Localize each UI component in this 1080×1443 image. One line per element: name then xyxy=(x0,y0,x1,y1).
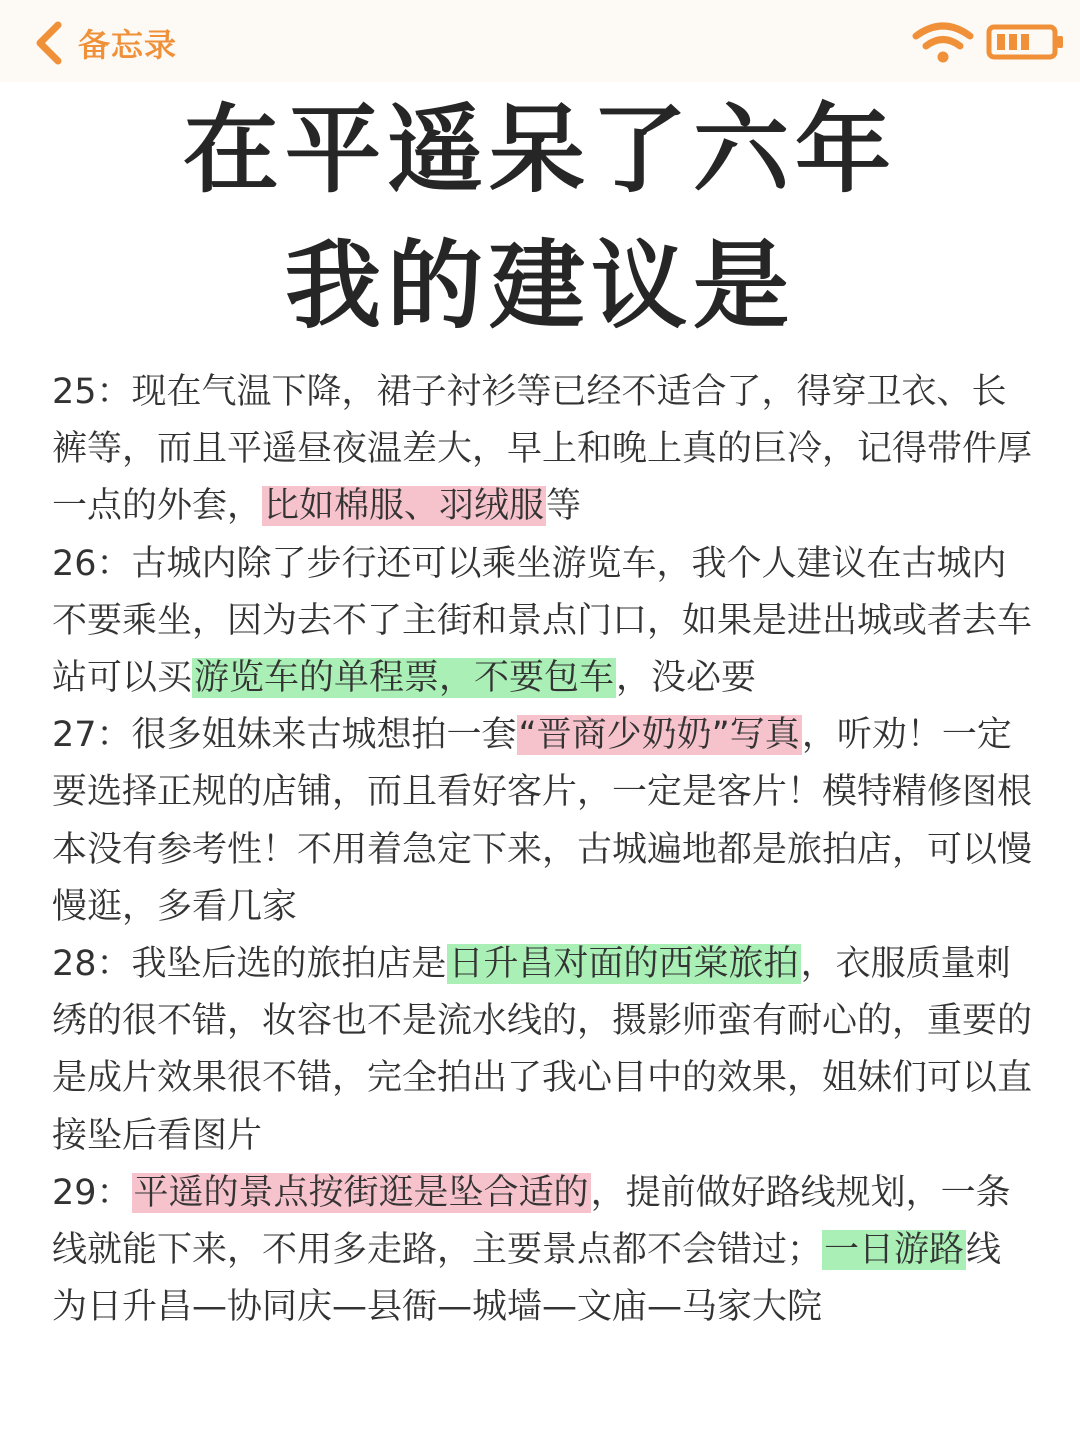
tip-29-highlight-pink: 平遥的景点按街逛是坠合适的 xyxy=(133,1172,589,1213)
tip-26-text: 26：古城内除了步行还可以乘坐游览车，我个人建议在古城内不要乘坐，因为去不了主街和景点门口，如果是进出城或者去车站可以买 xyxy=(52,543,1033,699)
page-title-line-1: 在平遥呆了六年 xyxy=(183,94,897,206)
tip-26-highlight: 游览车的单程票，不要包车 xyxy=(194,658,615,699)
tip-26-tail: ，没必要 xyxy=(616,658,757,699)
tip-28-highlight: 日升昌对面的西棠旅拍 xyxy=(448,944,799,985)
tip-26 xyxy=(52,536,1032,708)
tip-27 xyxy=(52,707,1032,936)
tip-27-text: 27：很多姐妹来古城想拍一套 xyxy=(52,715,517,756)
back-label: 备忘录 xyxy=(78,26,178,64)
tip-29 xyxy=(52,1165,1032,1337)
tip-25 xyxy=(52,364,1032,536)
page-title-line-2: 我的建议是 xyxy=(285,230,795,342)
chevron-left-icon xyxy=(30,19,70,67)
tip-25-highlight: 比如棉服、羽绒服 xyxy=(264,486,545,527)
tip-28-tail: ，衣服质量刺绣的很不错，妆容也不是流水线的，摄影师蛮有耐心的，重要的是成片效果很不错，完全拍出了我心目中的效果，姐妹们可以直接坠后看图片 xyxy=(52,944,1033,1156)
tip-29-middle: ，提前做好路线规划，一条线就能下来，不用多走路，主要景点都不会错过； xyxy=(52,1172,1011,1271)
tip-25-text: 25：现在气温下降，裙子衬衫等已经不适合了，得穿卫衣、长裤等，而且平遥昼夜温差大，早上和晚上真的巨冷，记得带件厚一点的外套， xyxy=(52,372,1033,527)
battery-icon xyxy=(986,24,1066,60)
tip-29-text: 29： xyxy=(52,1172,132,1213)
tip-27-tail: ，听劝！一定要选择正规的店铺，而且看好客片，一定是客片！模特精修图根本没有参考性！不用着急定下来，古城遍地都是旅拍店，可以慢慢逛，多看几家 xyxy=(52,715,1033,927)
tip-25-tail: 等 xyxy=(546,486,582,527)
top-nav-bar xyxy=(0,0,1080,82)
tip-29-highlight-green: 一日游路 xyxy=(824,1230,965,1271)
tip-29-tail: 线为日升昌—协同庆—县衙—城墙—文庙—马家大院 xyxy=(52,1230,1002,1328)
tip-28-text: 28：我坠后选的旅拍店是 xyxy=(52,944,447,985)
memo-body xyxy=(52,364,1032,1336)
tip-28 xyxy=(52,936,1032,1165)
tip-27-highlight: “晋商少奶奶”写真 xyxy=(518,715,800,756)
back-button[interactable] xyxy=(30,18,177,68)
wifi-icon xyxy=(912,22,974,64)
